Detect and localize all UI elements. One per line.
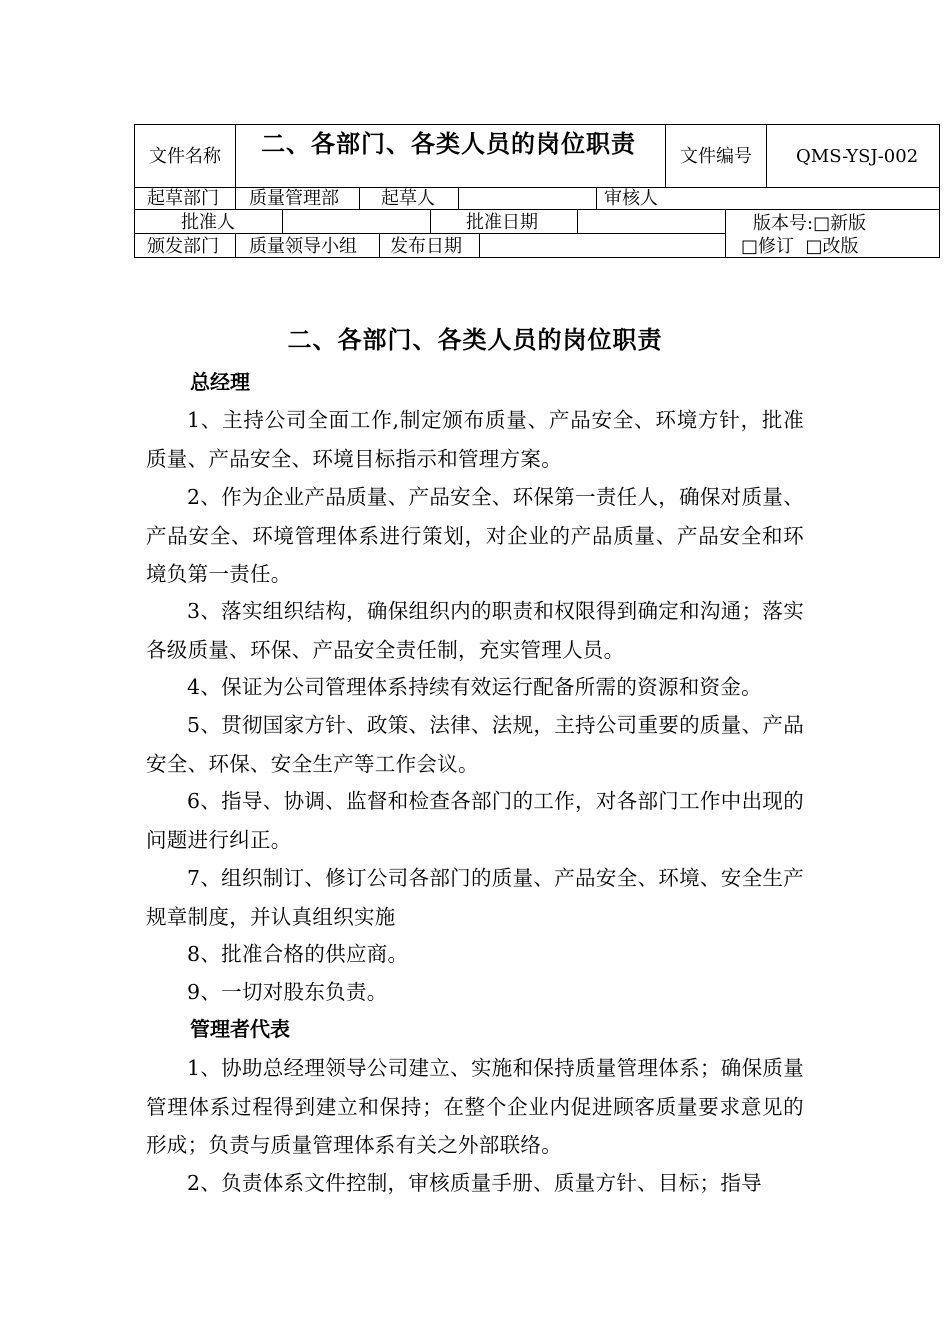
list-item: 7、组织制订、修订公司各部门的质量、产品安全、环境、安全生产规章制度，并认真组织实施 — [146, 866, 804, 929]
list-item: 4、保证为公司管理体系持续有效运行配备所需的资源和资金。 — [187, 675, 762, 699]
doc-name-label: 文件名称 — [149, 146, 221, 167]
list-item: 9、一切对股东负责。 — [187, 980, 388, 1004]
divider — [235, 187, 236, 209]
divider — [479, 233, 480, 257]
divider — [235, 233, 236, 257]
version-line-2: □修订 □改版 — [741, 236, 859, 257]
divider — [766, 125, 767, 187]
list-item: 1、协助总经理领导公司建立、实施和保持质量管理体系；确保质量管理体系过程得到建立和保持；在整个企业内促进顾客质量要求意见的形成；负责与质量管理体系有关之外部联络。 — [146, 1056, 804, 1157]
list-item: 6、指导、协调、监督和检查各部门的工作，对各部门工作中出现的问题进行纠正。 — [146, 789, 804, 852]
list-item: 3、落实组织结构，确保组织内的职责和权限得到确定和沟通；落实各级质量、环保、产品安全责任制，充实管理人员。 — [146, 599, 804, 662]
list-item: 8、批准合格的供应商。 — [187, 942, 409, 966]
divider — [577, 209, 578, 233]
section-heading-general-manager: 总经理 — [190, 370, 250, 394]
list-item: 2、负责体系文件控制，审核质量手册、质量方针、目标；指导 — [187, 1171, 762, 1195]
header-form-top — [134, 124, 940, 188]
divider — [379, 233, 380, 257]
approve-date-label: 批准日期 — [466, 212, 538, 233]
release-date-label: 发布日期 — [390, 236, 462, 257]
issue-dept-value: 质量领导小组 — [249, 236, 357, 257]
list-item: 2、作为企业产品质量、产品安全、环保第一责任人，确保对质量、产品安全、环境管理体系进行策划，对企业的产品质量、产品安全和环境负第一责任。 — [146, 485, 804, 586]
reviewer-label: 审核人 — [604, 188, 658, 209]
divider — [135, 233, 725, 234]
doc-no-label: 文件编号 — [680, 146, 752, 167]
divider — [596, 187, 597, 209]
divider — [282, 209, 283, 233]
approver-label: 批准人 — [181, 212, 235, 233]
version-line-1: 版本号:□新版 — [753, 213, 867, 234]
doc-no-value: QMS-YSJ-002 — [796, 146, 919, 167]
divider — [235, 125, 236, 187]
draft-dept-value: 质量管理部 — [249, 188, 339, 209]
document-title: 二、各部门、各类人员的岗位职责 — [287, 325, 663, 354]
list-item: 1、主持公司全面工作,制定颁布质量、产品安全、环境方针，批准质量、产品安全、环境目标指示和管理方案。 — [146, 408, 804, 471]
list-item: 5、贯彻国家方针、政策、法律、法规，主持公司重要的质量、产品安全、环保、安全生产等工作会议。 — [146, 713, 804, 776]
section-heading-management-representative: 管理者代表 — [190, 1017, 290, 1041]
divider — [430, 209, 431, 233]
issue-dept-label: 颁发部门 — [147, 236, 219, 257]
divider — [725, 209, 726, 257]
header-form-rows — [134, 187, 940, 258]
draft-dept-label: 起草部门 — [147, 188, 219, 209]
divider — [359, 187, 360, 209]
drafter-label: 起草人 — [381, 188, 435, 209]
divider — [665, 125, 666, 187]
divider — [135, 209, 939, 210]
divider — [458, 187, 459, 209]
doc-name-value: 二、各部门、各类人员的岗位职责 — [261, 129, 636, 158]
